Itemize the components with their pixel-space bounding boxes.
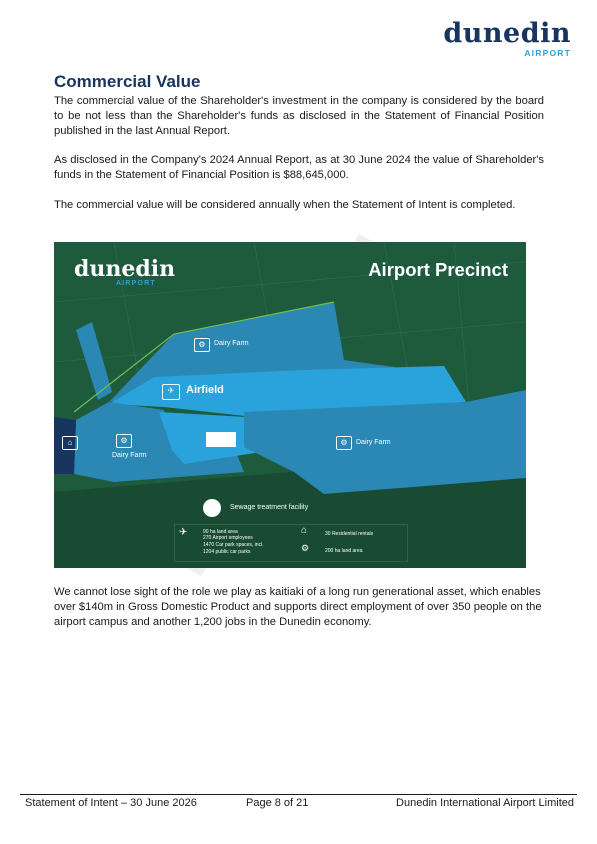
legend-airport-employees: 270 Airport employees: [203, 535, 253, 541]
legend-residential-rentals: 30 Residential rentals: [325, 531, 374, 537]
plane-icon: ✈: [162, 384, 180, 400]
dunedin-airport-logo: [443, 20, 571, 58]
plane-icon: ✈: [179, 527, 188, 538]
map-logo-subtitle: AIRPORT: [116, 280, 156, 287]
logo-subtitle: AIRPORT: [524, 48, 571, 58]
tractor-icon: ⚙: [336, 436, 352, 450]
paragraph-annual-report: As disclosed in the Company's 2024 Annual Report, as at 30 June 2024 the value of Shareholder's funds in the Statement of Financial Position is $88,645,000.: [54, 154, 544, 182]
logo-wordmark: dunedin: [443, 18, 571, 49]
section-title: Commercial Value: [54, 72, 201, 91]
tractor-icon: ⚙: [194, 338, 210, 352]
paragraph-annual-consideration: The commercial value will be considered annually when the Statement of Intent is completed.: [54, 199, 516, 211]
map-title: Airport Precinct: [368, 259, 508, 280]
footer-document-title: Statement of Intent – 30 June 2026: [25, 797, 197, 809]
map-logo: [74, 258, 175, 287]
paragraph-kaitiaki: We cannot lose sight of the role we play as kaitiaki of a long run generational asset, which enables over $140m in Gross Domestic Product and supports direct employment of over 350 people on the airport campus and another 1,200 jobs in the Dunedin economy.: [54, 586, 542, 629]
label-dairy-farm-left: Dairy Farm: [112, 452, 147, 459]
label-dairy-farm-right: Dairy Farm: [356, 439, 391, 446]
airport-precinct-map: [54, 242, 526, 568]
footer-company-name: Dunedin International Airport Limited: [396, 797, 574, 809]
paragraph-commercial-value: The commercial value of the Shareholder's investment in the company is considered by the board to be not less than the Shareholder's funds as disclosed in the Statement of Financial Position published in the last Annual Report.: [54, 95, 544, 138]
map-graphic: [54, 242, 526, 568]
legend-car-park-spaces: 1470 Car park spaces, incl.: [203, 542, 264, 548]
footer-divider: [20, 794, 577, 795]
legend-public-car-parks: 1204 public car parks: [203, 549, 251, 555]
tractor-icon: ⚙: [301, 543, 310, 553]
legend-farm-land-area: 200 ha land area: [325, 548, 363, 554]
house-icon: ⌂: [62, 436, 78, 450]
map-logo-wordmark: dunedin: [74, 256, 176, 282]
footer-page-number: Page 8 of 21: [246, 797, 309, 809]
house-icon: ⌂: [301, 525, 308, 536]
label-airfield: Airfield: [186, 384, 224, 396]
tractor-icon: ⚙: [116, 434, 132, 448]
label-dairy-farm-top: Dairy Farm: [214, 340, 249, 347]
label-sewage-facility: Sewage treatment facility: [230, 504, 309, 511]
map-legend: [174, 524, 408, 562]
legend-airport-land-area: 90 ha land area: [203, 529, 238, 535]
